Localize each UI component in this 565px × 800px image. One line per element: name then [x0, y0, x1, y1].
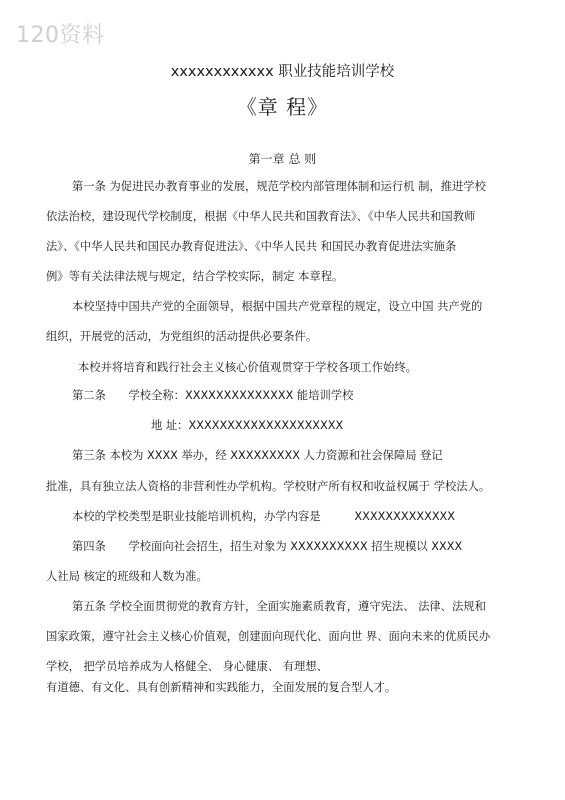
chapter-heading: 第一章 总 则: [248, 152, 317, 166]
values-paragraph: 本校并将培育和践行社会主义核心价值观贯穿于学校各项工作始终。: [78, 361, 417, 374]
document-subtitle: 《章 程》: [236, 95, 329, 119]
party-paragraph-line-2: 组织，开展党的活动，为党组织的活动提供必要条件。: [46, 330, 318, 343]
article-5-line-2: 国家政策，遵守社会主义核心价值观，创建面向现代化、面向世 界、面向未来的优质民办: [46, 630, 491, 643]
watermark: 120资料: [16, 23, 105, 48]
school-type-paragraph: 本校的学校类型是职业技能培训机构，办学内容是 XXXXXXXXXXXXX: [72, 510, 456, 523]
article-1-line-3: 法》、《中华人民共和国民办教育促进法》、《中华人民共 和国民办教育促进法实施条: [46, 240, 457, 253]
party-paragraph-line-1: 本校坚持中国共产党的全面领导，根据中国共产党章程的规定，设立中国 共产党的: [72, 300, 483, 313]
article-2-name: 第二条 学校全称：XXXXXXXXXXXXXX 能培训学校: [72, 389, 354, 402]
article-3-line-1: 第三条 本校为 XXXX 举办，经 XXXXXXXXX 人力资源和社会保障局 登记: [72, 449, 443, 462]
article-5-line-3: 学校， 把学员培养成为人格健全、 身心健康、 有理想、: [46, 660, 328, 673]
article-5-line-1: 第五条 学校全面贯彻党的教育方针，全面实施素质教育，遵守宪法、 法律、法规和: [72, 600, 486, 613]
article-1-line-2: 依法治校，建设现代学校制度，根据《中华人民共和国教育法》、《中华人民共和国教师: [46, 210, 476, 223]
article-1-line-1: 第一条 为促进民办教育事业的发展，规范学校内部管理体制和运行机 制，推进学校: [72, 180, 486, 193]
article-2-address: 地 址：XXXXXXXXXXXXXXXXXXXX: [151, 419, 344, 432]
article-5-line-4: 有道德、有文化、具有创新精神和实践能力，全面发展的复合型人才。: [46, 681, 397, 694]
document-title: xxxxxxxxxxxx 职业技能培训学校: [170, 64, 395, 80]
article-3-line-2: 批准，具有独立法人资格的非营利性办学机构。学校财产所有权和收益权属于 学校法人。: [46, 480, 491, 493]
article-1-line-4: 例》等有关法律法规与规定，结合学校实际，制定 本章程。: [46, 270, 344, 283]
article-4-line-1: 第四条 学校面向社会招生，招生对象为 XXXXXXXXXX 招生规模以 XXXX: [72, 540, 463, 553]
article-4-line-2: 人社局 核定的班级和人数为准。: [46, 570, 208, 583]
